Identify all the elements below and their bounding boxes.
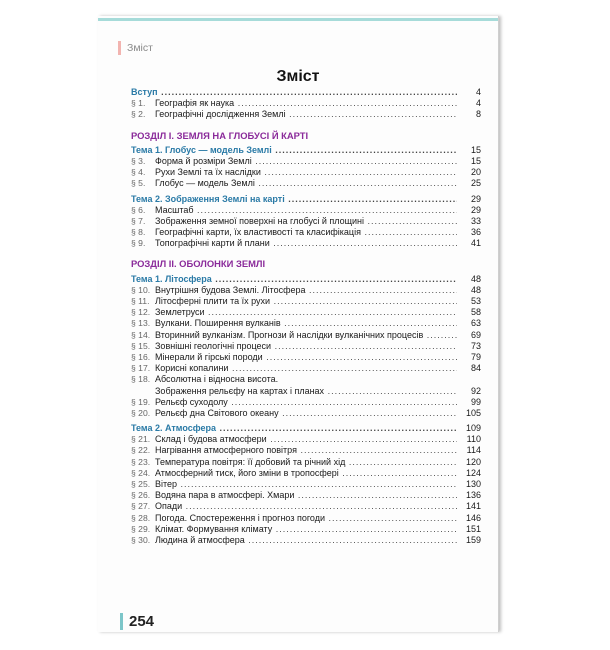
toc-entry-title: Вулкани. Поширення вулканів .....	[155, 318, 457, 329]
toc-entry-title: Географія як наука .....	[155, 98, 457, 109]
toc-topic-heading	[131, 423, 481, 434]
toc-entry	[131, 386, 481, 397]
toc-entry-title: Глобус — модель Землі .....	[155, 178, 457, 189]
toc-spacer	[131, 249, 481, 258]
toc-paragraph-number: § 17.	[131, 363, 151, 374]
toc-entry-title: Тема 1. Глобус — модель Землі .....	[131, 145, 457, 156]
running-header: Зміст	[118, 41, 153, 55]
toc-entry	[131, 513, 481, 524]
toc-paragraph-number: § 14.	[131, 329, 151, 340]
toc-page-number: 146	[457, 513, 481, 524]
toc-entry-title: Топографічні карти й плани .....	[155, 238, 457, 249]
toc-entry-title: Форма й розміри Землі .....	[155, 156, 457, 167]
toc-page-number: 79	[457, 352, 481, 363]
toc-page-number: 33	[457, 216, 481, 227]
toc-entry-title: Склад і будова атмосфери .....	[155, 434, 457, 445]
toc-paragraph-number: § 12.	[131, 307, 151, 318]
toc-entry-title: Температура повітря: її добовий та річний хід .....	[155, 457, 457, 468]
toc-paragraph-number: § 27.	[131, 501, 151, 512]
page-title: Зміст	[276, 68, 320, 85]
toc-paragraph-number: § 20.	[131, 407, 151, 418]
toc-entry-title: Корисні копалини .....	[155, 363, 457, 374]
toc-page-number: 124	[457, 468, 481, 479]
toc-entry-title: Водяна пара в атмосфері. Хмари .....	[155, 490, 457, 501]
toc-entry-title: Мінерали й гірські породи .....	[155, 352, 457, 363]
toc-entry-title: Нагрівання атмосферного повітря .....	[155, 445, 457, 456]
toc-page-number: 58	[457, 307, 481, 318]
toc-entry	[131, 501, 481, 512]
toc-paragraph-number: § 4.	[131, 167, 146, 178]
toc-page-number: 109	[457, 423, 481, 434]
toc-entry-title: Опади .....	[155, 501, 457, 512]
toc-entry-title: Зображення рельєфу на картах і планах .....	[155, 386, 457, 397]
toc-entry-title: Внутрішня будова Землі. Літосфера .....	[155, 285, 457, 296]
toc-page-number: 63	[457, 318, 481, 329]
toc-paragraph-number: § 18.	[131, 374, 151, 385]
toc-paragraph-number: § 10.	[131, 284, 151, 295]
toc-topic-heading	[131, 194, 481, 205]
toc-entry-title: Погода. Спостереження і прогноз погоди .....	[155, 513, 457, 524]
page-footer	[120, 612, 154, 630]
toc-entry	[131, 397, 481, 408]
toc-paragraph-number: § 2.	[131, 109, 146, 120]
toc-entry	[131, 178, 481, 189]
toc-entry	[131, 524, 481, 535]
toc-page-number: 4	[457, 87, 481, 98]
toc-paragraph-number: § 23.	[131, 456, 151, 467]
toc-page-number: 4	[457, 98, 481, 109]
toc-page-number: 99	[457, 397, 481, 408]
toc-entry	[131, 98, 481, 109]
toc-page-number: 114	[457, 445, 481, 456]
toc-topic-heading	[131, 145, 481, 156]
toc-entry	[131, 468, 481, 479]
toc-entry-title: Рельєф суходолу .....	[155, 397, 457, 408]
page-number: 254	[129, 612, 155, 630]
toc-page-number: 53	[457, 296, 481, 307]
toc-paragraph-number: § 26.	[131, 490, 151, 501]
toc-paragraph-number: § 25.	[131, 479, 151, 489]
toc-entry	[131, 535, 481, 546]
footer-accent-bar	[120, 613, 123, 630]
toc-paragraph-number: § 16.	[131, 351, 151, 362]
toc-page-number: 159	[457, 535, 481, 546]
toc-entry	[131, 216, 481, 227]
toc-entry-title: Тема 2. Зображення Землі на карті .....	[131, 194, 457, 205]
toc-paragraph-number: § 9.	[131, 238, 146, 249]
toc-page-number: 73	[457, 341, 481, 352]
toc-page-number: 130	[457, 479, 481, 490]
toc-entry	[131, 318, 481, 329]
toc-entry-title: Землетруси .....	[155, 307, 457, 318]
toc-paragraph-number: § 19.	[131, 396, 151, 407]
toc-entry	[131, 457, 481, 468]
table-of-contents	[131, 87, 481, 546]
toc-page-number: 84	[457, 363, 481, 374]
toc-paragraph-number: § 1.	[131, 98, 146, 109]
toc-page-number: 110	[457, 434, 481, 445]
toc-section-heading: РОЗДІЛ І. ЗЕМЛЯ НА ГЛОБУСІ Й КАРТІ	[131, 129, 309, 141]
toc-page-number: 48	[457, 285, 481, 296]
toc-paragraph-number: § 11.	[131, 296, 150, 306]
toc-entry	[131, 307, 481, 318]
toc-entry	[131, 296, 481, 307]
toc-entry-title: Абсолютна і відносна висота.	[155, 374, 279, 385]
toc-paragraph-number: § 22.	[131, 445, 151, 456]
toc-entry	[131, 408, 481, 419]
toc-entry	[131, 285, 481, 296]
toc-paragraph-number: § 30.	[131, 534, 151, 545]
toc-entry	[131, 341, 481, 352]
toc-page-number: 29	[457, 194, 481, 205]
toc-entry-title: Клімат. Формування клімату .....	[155, 524, 457, 535]
toc-entry	[131, 363, 481, 374]
toc-entry-title: Зображення земної поверхні на глобусі й площині .....	[155, 216, 457, 227]
toc-entry-title: Масштаб .....	[155, 205, 457, 216]
book-page	[98, 16, 499, 632]
toc-entry	[131, 156, 481, 167]
toc-entry	[131, 238, 481, 249]
toc-page-number: 69	[457, 330, 481, 341]
toc-entry-title: Тема 2. Атмосфера .....	[131, 423, 457, 434]
toc-paragraph-number: § 15.	[131, 340, 151, 351]
toc-paragraph-number: § 13.	[131, 318, 151, 329]
toc-entry	[131, 205, 481, 216]
toc-entry	[131, 109, 481, 120]
toc-page-number: 136	[457, 490, 481, 501]
toc-paragraph-number: § 29.	[131, 523, 151, 534]
toc-entry-title: Географічні карти, їх властивості та класифікація .....	[155, 227, 457, 238]
toc-paragraph-number: § 3.	[131, 155, 146, 166]
toc-page-number: 151	[457, 524, 481, 535]
toc-entry-title: Літосферні плити та їх рухи .....	[155, 296, 457, 307]
toc-entry-title: Географічні дослідження Землі .....	[155, 109, 457, 120]
toc-entry	[131, 227, 481, 238]
toc-page-number: 29	[457, 205, 481, 216]
toc-section-heading: РОЗДІЛ ІІ. ОБОЛОНКИ ЗЕМЛІ	[131, 258, 266, 270]
toc-spacer	[131, 121, 481, 130]
toc-page-number: 48	[457, 274, 481, 285]
toc-entry	[131, 352, 481, 363]
toc-page-number: 15	[457, 156, 481, 167]
toc-page-number: 25	[457, 178, 481, 189]
toc-paragraph-number: § 7.	[131, 215, 146, 226]
toc-paragraph-number: § 21.	[131, 434, 151, 445]
toc-paragraph-number: § 24.	[131, 467, 151, 478]
toc-entry	[131, 374, 481, 385]
toc-entry-title: Вторинний вулканізм. Прогнози й наслідки вулканічних процесів .....	[155, 330, 457, 341]
toc-entry	[131, 167, 481, 178]
toc-entry-title: Тема 1. Літосфера .....	[131, 274, 457, 285]
toc-page-number: 20	[457, 167, 481, 178]
toc-paragraph-number: § 5.	[131, 178, 146, 189]
toc-entry-title: Рельєф дна Світового океану .....	[155, 408, 457, 419]
toc-page-number: 120	[457, 457, 481, 468]
toc-page-number: 41	[457, 238, 481, 249]
toc-entry	[131, 479, 481, 490]
toc-entry-title: Зовнішні геологічні процеси .....	[155, 341, 457, 352]
toc-page-number: 8	[457, 109, 481, 120]
toc-entry-title: Вступ .....	[131, 87, 457, 98]
toc-topic-heading	[131, 87, 481, 98]
toc-entry	[131, 445, 481, 456]
toc-page-number: 141	[457, 501, 481, 512]
toc-page-number: 15	[457, 145, 481, 156]
toc-entry-title: Вітер .....	[155, 479, 457, 490]
toc-paragraph-number: § 8.	[131, 227, 146, 238]
toc-entry	[131, 330, 481, 341]
toc-page-number: 36	[457, 227, 481, 238]
toc-entry	[131, 490, 481, 501]
toc-paragraph-number: § 28.	[131, 512, 151, 523]
toc-paragraph-number: § 6.	[131, 204, 146, 215]
toc-entry	[131, 434, 481, 445]
top-accent-line	[98, 18, 498, 21]
toc-topic-heading	[131, 274, 481, 285]
toc-entry-title: Рухи Землі та їх наслідки .....	[155, 167, 457, 178]
toc-entry-title: Людина й атмосфера .....	[155, 535, 457, 546]
toc-entry-title: Атмосферний тиск, його зміни в тропосфері .....	[155, 468, 457, 479]
toc-page-number: 92	[457, 386, 481, 397]
toc-page-number: 105	[457, 408, 481, 419]
